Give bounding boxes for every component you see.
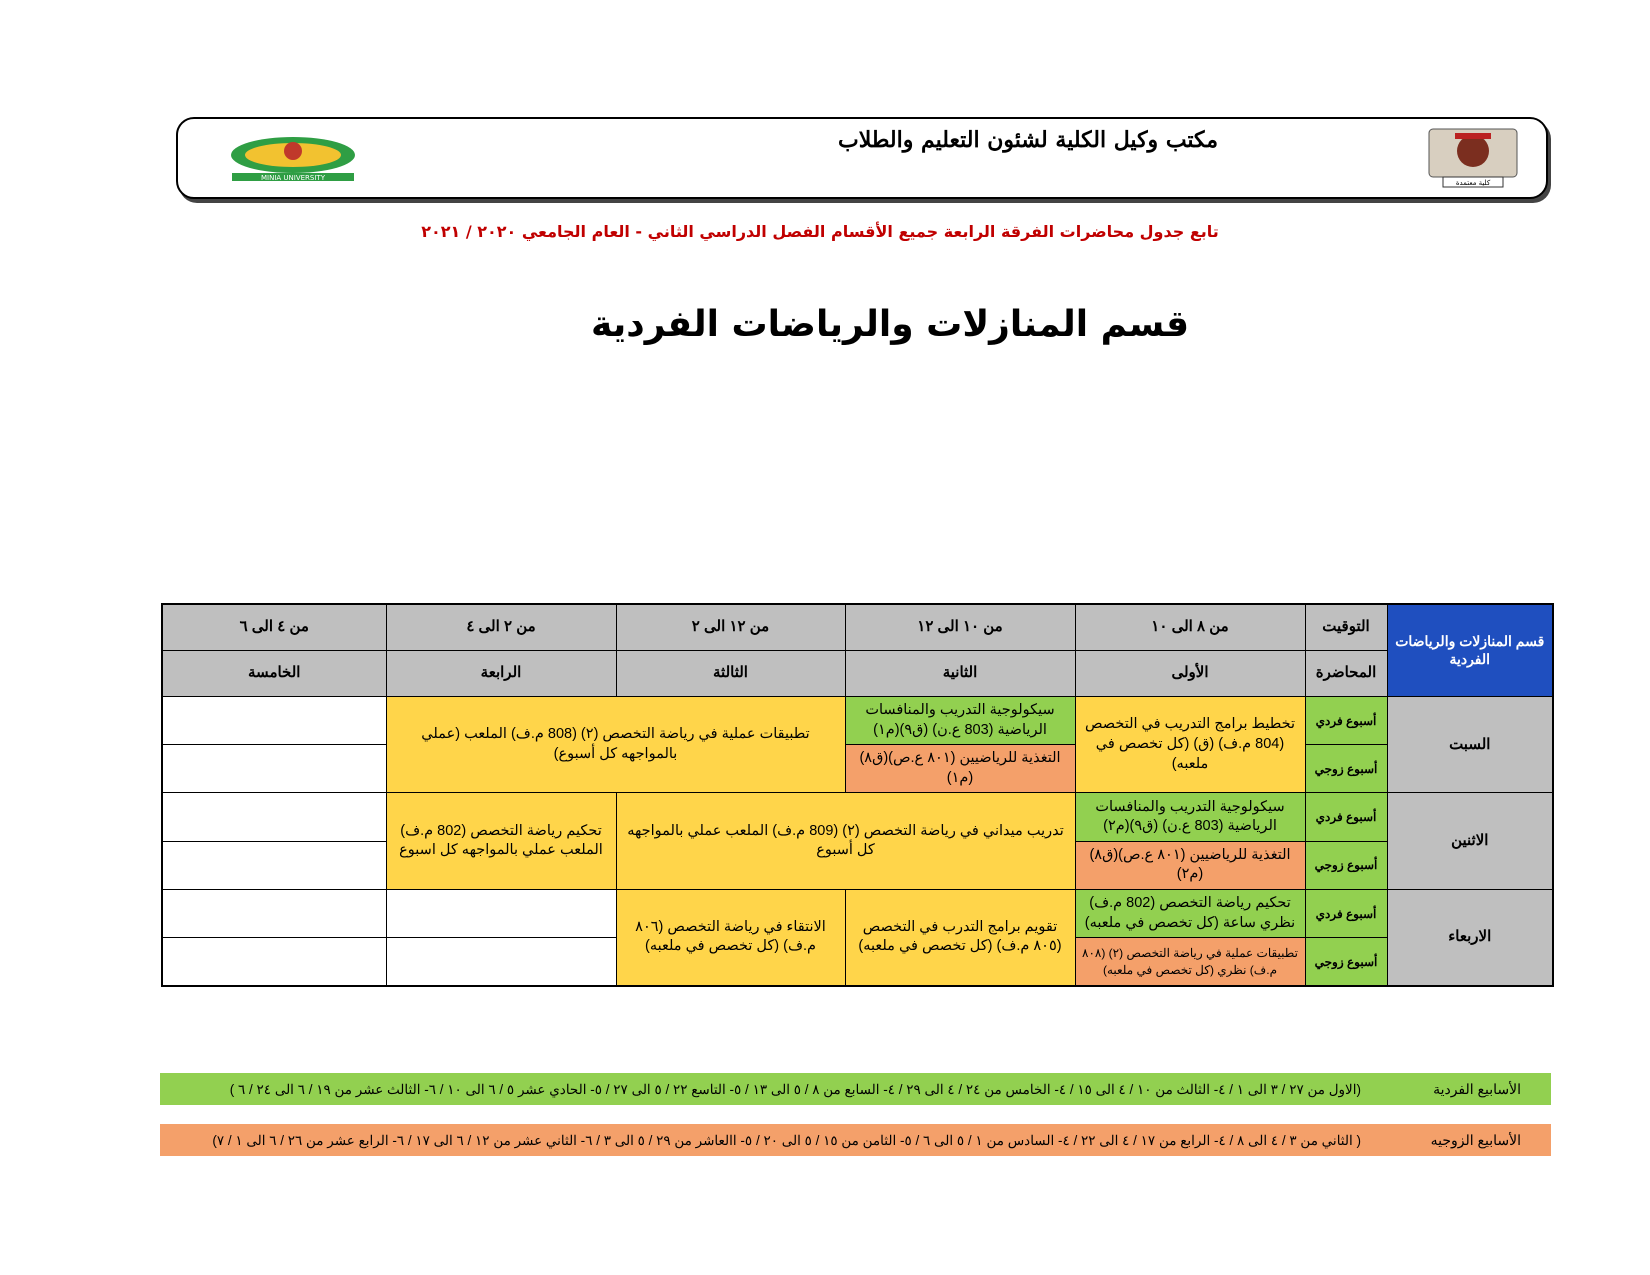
lecture-3: الثالثة — [616, 650, 845, 696]
svg-text:كلية معتمدة: كلية معتمدة — [1455, 179, 1491, 187]
week-even-label: أسبوع زوجي — [1305, 745, 1387, 793]
odd-weeks-dates: (الاول من ٢٧ / ٣ الى ١ / ٤- الثالث من ١٠ / ٤ الى ١٥ / ٤- الخامس من ٢٤ / ٤ الى ٢٩ / ٤- السابع من ٨ / ٥ الى ١٣ / ٥- التاسع ٢٢ / ٥ الى ٢٧ / ٥- الحادي عشر ٥ / ٦ الى ١٠ / ٦- الثالث عشر من ١٩ / ٦ الى ٢٤ / ٦ ) — [229, 1082, 1361, 1097]
empty-cell — [162, 745, 386, 793]
minia-university-logo — [218, 133, 368, 183]
sat-lecture-3-4: تطبيقات عملية في رياضة التخصص (٢) (808 م.ف) الملعب (عملي بالمواجهه كل أسبوع) — [386, 696, 845, 793]
mon-lecture-1-odd: سيكولوجية التدريب والمنافسات الرياضية (803 ع.ن) (ق٩)(م٢) — [1075, 793, 1305, 841]
week-even-label: أسبوع زوجي — [1305, 841, 1387, 889]
timing-header: التوقيت — [1305, 604, 1387, 650]
time-slot-2: من ١٠ الى ١٢ — [845, 604, 1075, 650]
even-weeks-legend — [160, 1124, 1551, 1156]
week-odd-label: أسبوع فردي — [1305, 889, 1387, 937]
empty-cell — [386, 938, 616, 986]
week-odd-label: أسبوع فردي — [1305, 696, 1387, 744]
faculty-logo — [1425, 125, 1521, 189]
lecture-4: الرابعة — [386, 650, 616, 696]
time-slot-5: من ٤ الى ٦ — [162, 604, 386, 650]
lecture-1: الأولى — [1075, 650, 1305, 696]
odd-weeks-label: الأسابيع الفردية — [1433, 1081, 1521, 1097]
lecture-5: الخامسة — [162, 650, 386, 696]
wed-lecture-1-odd: تحكيم رياضة التخصص (802 م.ف) نظري ساعة (كل تخصص في ملعبه) — [1075, 889, 1305, 937]
even-weeks-label: الأسابيع الزوجيه — [1430, 1132, 1521, 1148]
time-slot-3: من ١٢ الى ٢ — [616, 604, 845, 650]
sat-lecture-2-even: التغذية للرياضيين (٨٠١ ع.ص)(ق٨)(م١) — [845, 745, 1075, 793]
even-weeks-dates: ( الثاني من ٣ / ٤ الى ٨ / ٤- الرابع من ١٧ / ٤ الى ٢٢ / ٤- السادس من ١ / ٥ الى ٦ / ٥- الثامن من ١٥ / ٥ الى ٢٠ / ٥- االعاشر من ٢٩ / ٥ الى ٣ / ٦- الثاني عشر من ١٢ / ٦ الى ١٧ / ٦- الرابع عشر من ٢٦ / ٦ الى ١ / ٧) — [212, 1133, 1361, 1148]
sat-lecture-1: تخطيط برامج التدريب في التخصص (804 م.ف) (ق) (كل تخصص في ملعبه) — [1075, 696, 1305, 793]
empty-cell — [162, 696, 386, 744]
week-even-label: أسبوع زوجي — [1305, 938, 1387, 986]
day-monday: الاثنين — [1387, 793, 1553, 890]
office-header-box — [176, 117, 1548, 199]
wed-lecture-2: تقويم برامج التدرب في التخصص (٨٠٥ م.ف) (كل تخصص في ملعبه) — [845, 889, 1075, 986]
mon-lecture-1-even: التغذية للرياضيين (٨٠١ ع.ص)(ق٨)(م٢) — [1075, 841, 1305, 889]
office-title: مكتب وكيل الكلية لشئون التعليم والطلاب — [838, 127, 1218, 153]
odd-weeks-legend — [160, 1073, 1551, 1105]
wed-lecture-1-even: تطبيقات عملية في رياضة التخصص (٢) (٨٠٨ م.ف) نظري (كل تخصص في ملعبه) — [1075, 938, 1305, 986]
lecture-2: الثانية — [845, 650, 1075, 696]
time-slot-1: من ٨ الى ١٠ — [1075, 604, 1305, 650]
empty-cell — [162, 841, 386, 889]
lecture-header: المحاضرة — [1305, 650, 1387, 696]
empty-cell — [162, 793, 386, 841]
week-odd-label: أسبوع فردي — [1305, 793, 1387, 841]
empty-cell — [162, 889, 386, 937]
department-title: قسم المنازلات والرياضات الفردية — [590, 304, 1190, 345]
wed-lecture-3: الانتقاء في رياضة التخصص (٨٠٦ م.ف) (كل تخصص في ملعبه) — [616, 889, 845, 986]
empty-cell — [386, 889, 616, 937]
time-slot-4: من ٢ الى ٤ — [386, 604, 616, 650]
mon-lecture-2-3: تدريب ميداني في رياضة التخصص (٢) (809 م.ف) الملعب عملي بالمواجهه كل أسبوع — [616, 793, 1075, 890]
department-header-cell: قسم المنازلات والرياضات الفردية — [1387, 604, 1553, 696]
svg-text:MINIA UNIVERSITY: MINIA UNIVERSITY — [261, 174, 325, 182]
day-saturday: السبت — [1387, 696, 1553, 793]
empty-cell — [162, 938, 386, 986]
day-wednesday: الاربعاء — [1387, 889, 1553, 986]
mon-lecture-4: تحكيم رياضة التخصص (802 م.ف) الملعب عملي بالمواجهه كل اسبوع — [386, 793, 616, 890]
schedule-subtitle: تابع جدول محاضرات الفرقة الرابعة جميع الأقسام الفصل الدراسي الثاني - العام الجامعي ٢٠٢٠ / ٢٠٢١ — [421, 222, 1219, 241]
sat-lecture-2-odd: سيكولوجية التدريب والمنافسات الرياضية (803 ع.ن) (ق٩)(م١) — [845, 696, 1075, 744]
schedule-table — [161, 603, 1554, 987]
